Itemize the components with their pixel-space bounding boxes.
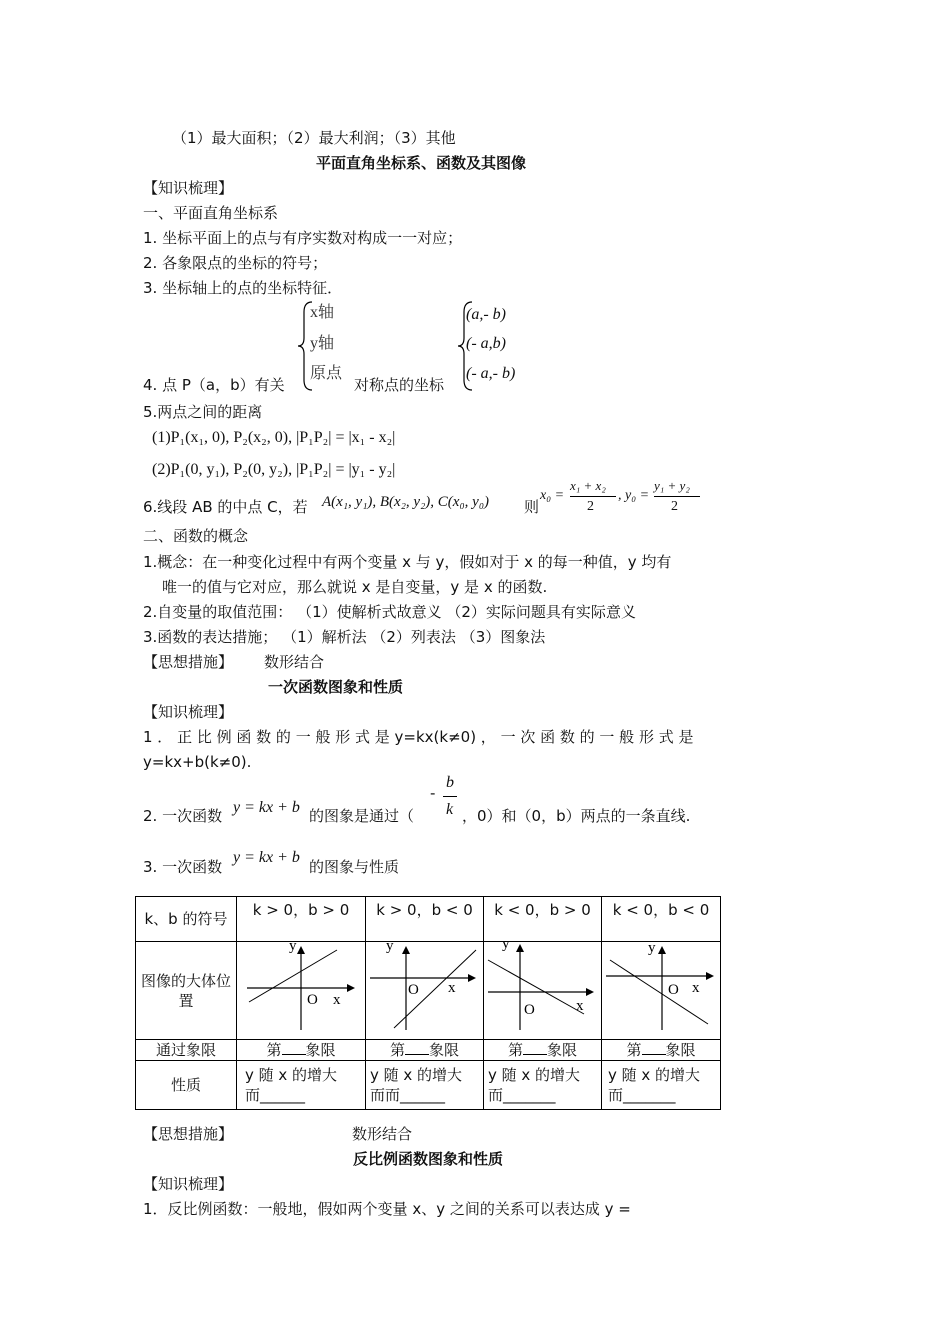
property-text: y 随 x 的增大	[245, 1066, 338, 1084]
origin-label: O	[524, 1002, 535, 1018]
method-header: 【思想措施】	[143, 653, 234, 671]
table-header: k < 0，b < 0	[602, 897, 721, 942]
graph-cell	[602, 942, 721, 1040]
y-axis-label: y	[289, 942, 297, 954]
quadrant-cell	[237, 1040, 366, 1061]
table-header: k > 0，b > 0	[237, 897, 366, 942]
table-row	[136, 1061, 721, 1110]
property-text: y 随 x 的增大	[608, 1066, 701, 1084]
axis-label: x轴	[310, 304, 335, 321]
graph-cell	[484, 942, 602, 1040]
paragraph-line: 2.自变量的取值范围： （1）使解析式故意义 （2）实际问题具有实际意义	[143, 603, 636, 621]
quadrant-prefix: 第	[507, 1041, 523, 1059]
table-row-label: 通过象限	[136, 1040, 237, 1061]
quadrant-cell	[484, 1040, 602, 1061]
knowledge-header: 【知识梳理】	[143, 1175, 234, 1193]
table-row-label: k、b 的符号	[136, 897, 237, 942]
origin-label: O	[307, 992, 318, 1008]
property-text: 而而______	[370, 1086, 446, 1104]
property-cell	[366, 1061, 484, 1110]
section-title-coordinates: 平面直角坐标系、函数及其图像	[316, 154, 527, 172]
section-title-inverse: 反比例函数图象和性质	[353, 1150, 504, 1168]
quadrant-suffix: 象限	[429, 1041, 460, 1059]
list-item: 3. 一次函数	[143, 858, 223, 876]
x-axis-label: x	[692, 980, 700, 996]
graph-cell	[237, 942, 366, 1040]
quadrant-prefix: 第	[266, 1041, 282, 1059]
property-cell	[484, 1061, 602, 1110]
axis-label: y轴	[310, 335, 335, 352]
symmetric-point: (a,- b)	[466, 306, 506, 323]
table-row	[136, 897, 721, 942]
quadrant-cell	[602, 1040, 721, 1061]
knowledge-header: 【知识梳理】	[143, 179, 234, 197]
midpoint-x-label: x₀ =	[540, 488, 565, 503]
linear-formula: y = kx + b	[233, 849, 300, 866]
list-item: 2. 一次函数	[143, 807, 223, 825]
symmetric-point: (- a,b)	[466, 335, 506, 352]
property-text: 而_______	[488, 1086, 556, 1104]
quadrant-suffix: 象限	[547, 1041, 578, 1059]
paragraph-line: 唯一的值与它对应，那么就说 x 是自变量，y 是 x 的函数.	[162, 578, 548, 596]
fraction-bar	[443, 796, 457, 797]
graph-kpos-bpos	[237, 942, 365, 1034]
fraction-numerator: x₁ + x₂	[570, 478, 606, 493]
answer-blank	[642, 1040, 666, 1055]
x-axis-label: x	[576, 998, 584, 1014]
quadrant-cell	[366, 1040, 484, 1061]
list-item-text: ，0）和（0，b）两点的一条直线.	[462, 807, 691, 825]
fraction-minus: -	[430, 784, 436, 802]
then-label: 则	[524, 498, 540, 516]
fraction-denominator: k	[446, 801, 454, 818]
graph-kneg-bneg	[602, 942, 720, 1034]
property-text: y 随 x 的增大	[370, 1066, 463, 1084]
list-item-text: 的图象与性质	[309, 858, 400, 876]
fraction-denominator: 2	[671, 499, 678, 514]
table-row-label: 图像的大体位置	[136, 942, 237, 1040]
property-cell	[237, 1061, 366, 1110]
x-axis-label: x	[448, 980, 456, 996]
paragraph-line: 1.概念：在一种变化过程中有两个变量 x 与 y，假如对于 x 的每一种值，y 均有	[143, 553, 672, 571]
quadrant-prefix: 第	[626, 1041, 642, 1059]
quadrant-suffix: 象限	[665, 1041, 696, 1059]
fraction-numerator: b	[446, 774, 454, 791]
list-item: 2. 各象限点的坐标的符号；	[143, 254, 328, 272]
list-item: 3. 坐标轴上的点的坐标特征．	[143, 279, 343, 297]
answer-blank	[523, 1040, 547, 1055]
x-axis-label: x	[333, 992, 341, 1008]
table-row	[136, 942, 721, 1040]
subsection-heading: 二、函数的概念	[143, 527, 249, 545]
list-item: 4. 点 P（a，b）有关	[143, 376, 285, 394]
property-text: 而_______	[608, 1086, 676, 1104]
distance-formula: (2)P₁(0, y₁), P₂(0, y₂), |P₁P₂| = |y₁ - y₂|	[152, 461, 396, 478]
answer-blank	[282, 1040, 306, 1055]
distance-formula: (1)P₁(x₁, 0), P₂(x₂, 0), |P₁P₂| = |x₁ - x₂|	[152, 429, 396, 446]
quadrant-suffix: 象限	[305, 1041, 336, 1059]
symmetric-point: (- a,- b)	[466, 365, 516, 382]
midpoint-points: A(x₁, y₁), B(x₂, y₂), C(x₀, y₀)	[322, 494, 490, 510]
section-title-linear: 一次函数图象和性质	[268, 678, 404, 696]
property-text: 而______	[245, 1086, 306, 1104]
midpoint-y-label: , y₀ =	[618, 488, 650, 503]
paragraph-line: 3.函数的表达措施； （1）解析法 （2）列表法 （3）图象法	[143, 628, 546, 646]
list-item-text: 的图象是通过（	[309, 807, 415, 825]
paragraph-line: 1 ． 正 比 例 函 数 的 一 般 形 式 是 y=kx(k≠0) ， 一 次 函 数 的 一 般 形 式 是	[143, 728, 694, 746]
list-item: 1. 坐标平面上的点与有序实数对构成一一对应；	[143, 229, 463, 247]
table-row	[136, 1040, 721, 1061]
method-value: 数形结合	[352, 1125, 413, 1143]
table-row-label: 性质	[136, 1061, 237, 1110]
table-header: k > 0，b < 0	[366, 897, 484, 942]
axis-label: 原点	[310, 365, 343, 382]
method-value: 数形结合	[264, 653, 325, 671]
answer-blank	[405, 1040, 429, 1055]
y-axis-label: y	[386, 942, 394, 954]
property-cell	[602, 1061, 721, 1110]
linear-formula: y = kx + b	[233, 799, 300, 816]
fraction-numerator: y₁ + y₂	[654, 478, 690, 493]
list-item: 6.线段 AB 的中点 C，若	[143, 498, 308, 516]
graph-cell	[366, 942, 484, 1040]
top-line: （1）最大面积；（2）最大利润；（3）其他	[172, 129, 456, 147]
graph-kneg-bpos	[484, 942, 601, 1034]
fraction-denominator: 2	[587, 499, 594, 514]
origin-label: O	[668, 982, 679, 998]
method-header: 【思想措施】	[143, 1125, 234, 1143]
origin-label: O	[408, 982, 419, 998]
paragraph-line: 1．反比例函数：一般地，假如两个变量 x、y 之间的关系可以表达成 y =	[143, 1200, 631, 1218]
subsection-heading: 一、平面直角坐标系	[143, 204, 279, 222]
linear-function-table	[135, 896, 721, 1110]
graph-kpos-bneg	[366, 942, 483, 1034]
list-item-label: 对称点的坐标	[354, 376, 445, 394]
property-text: y 随 x 的增大	[488, 1066, 581, 1084]
knowledge-header: 【知识梳理】	[143, 703, 234, 721]
y-axis-label: y	[502, 942, 510, 952]
quadrant-prefix: 第	[389, 1041, 405, 1059]
paragraph-line: y=kx+b(k≠0).	[143, 753, 252, 771]
table-header: k < 0，b > 0	[484, 897, 602, 942]
list-item: 5.两点之间的距离	[143, 403, 263, 421]
y-axis-label: y	[648, 942, 656, 956]
